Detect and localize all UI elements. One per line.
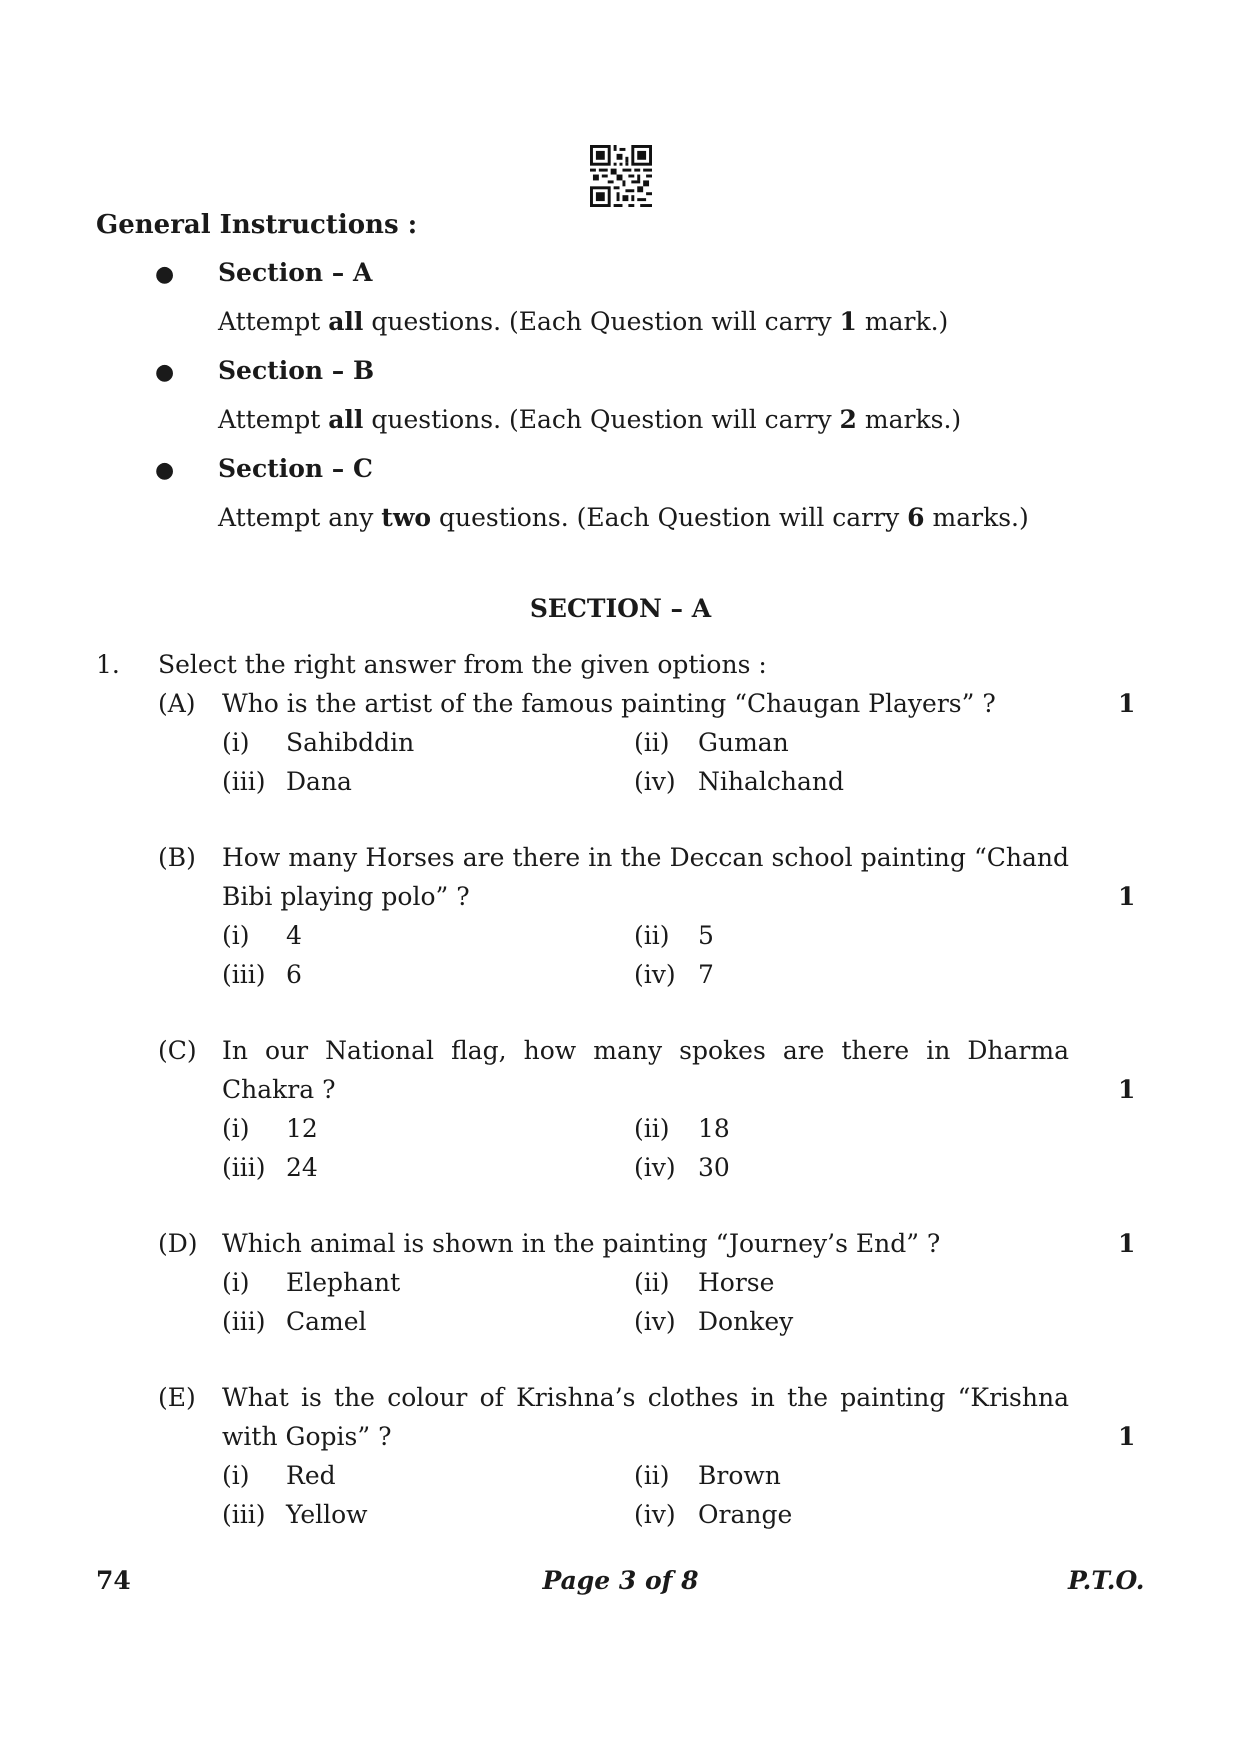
marks: 1	[1118, 689, 1136, 718]
option-number: (iii)	[222, 1500, 266, 1529]
option-text: 4	[286, 921, 302, 950]
option-number: (i)	[222, 1461, 250, 1490]
option-number: (i)	[222, 921, 250, 950]
marks: 1	[1118, 1075, 1136, 1104]
option-text: 30	[698, 1153, 730, 1182]
option-text: 5	[698, 921, 714, 950]
bullet-icon: ●	[155, 262, 175, 287]
page-number: Page 3 of 8	[542, 1566, 699, 1595]
option-text: 6	[286, 960, 302, 989]
marks: 1	[1118, 882, 1136, 911]
option-text: Sahibddin	[286, 728, 415, 757]
part-question-continued: Bibi playing polo” ?	[222, 882, 470, 911]
option-number: (ii)	[634, 1114, 670, 1143]
question-text: Select the right answer from the given options :	[158, 650, 767, 679]
option-number: (i)	[222, 1268, 250, 1297]
option-text: Dana	[286, 767, 352, 796]
option-text: 18	[698, 1114, 730, 1143]
option-text: 12	[286, 1114, 318, 1143]
option-number: (iv)	[634, 1307, 676, 1336]
instruction-section-label: Section – B	[218, 356, 375, 385]
option-number: (ii)	[634, 1461, 670, 1490]
option-text: 24	[286, 1153, 318, 1182]
option-text: Yellow	[286, 1500, 368, 1529]
option-number: (iv)	[634, 1500, 676, 1529]
option-text: Donkey	[698, 1307, 794, 1336]
qr-code-icon	[590, 145, 652, 207]
option-number: (iii)	[222, 960, 266, 989]
instruction-text: Attempt all questions. (Each Question will carry 1 mark.)	[218, 307, 949, 336]
option-number: (iv)	[634, 1153, 676, 1182]
option-number: (i)	[222, 1114, 250, 1143]
section-heading: SECTION – A	[529, 594, 712, 623]
option-text: Camel	[286, 1307, 367, 1336]
option-text: Nihalchand	[698, 767, 844, 796]
option-number: (ii)	[634, 921, 670, 950]
option-number: (iii)	[222, 1307, 266, 1336]
part-question: In our National flag, how many spokes are there in Dharma	[222, 1036, 1069, 1065]
part-label: (C)	[158, 1036, 197, 1065]
pto-label: P.T.O.	[1068, 1566, 1145, 1595]
part-question-continued: with Gopis” ?	[222, 1422, 392, 1451]
part-question: How many Horses are there in the Deccan school painting “Chand	[222, 843, 1069, 872]
option-number: (ii)	[634, 728, 670, 757]
general-instructions-title: General Instructions :	[96, 210, 418, 240]
part-question: Which animal is shown in the painting “Journey’s End” ?	[222, 1229, 941, 1258]
part-label: (A)	[158, 689, 196, 718]
instruction-text: Attempt any two questions. (Each Question will carry 6 marks.)	[218, 503, 1029, 532]
part-question: Who is the artist of the famous painting “Chaugan Players” ?	[222, 689, 996, 718]
option-text: Elephant	[286, 1268, 401, 1297]
option-text: Horse	[698, 1268, 775, 1297]
option-number: (iv)	[634, 767, 676, 796]
part-question-continued: Chakra ?	[222, 1075, 336, 1104]
instruction-section-label: Section – C	[218, 454, 373, 483]
part-label: (D)	[158, 1229, 198, 1258]
part-label: (E)	[158, 1383, 196, 1412]
question-number: 1.	[96, 650, 120, 679]
bullet-icon: ●	[155, 458, 175, 483]
part-label: (B)	[158, 843, 196, 872]
marks: 1	[1118, 1422, 1136, 1451]
marks: 1	[1118, 1229, 1136, 1258]
option-number: (i)	[222, 728, 250, 757]
part-question: What is the colour of Krishna’s clothes in the painting “Krishna	[222, 1383, 1069, 1412]
instruction-text: Attempt all questions. (Each Question will carry 2 marks.)	[218, 405, 962, 434]
instruction-section-label: Section – A	[218, 258, 373, 287]
option-text: Brown	[698, 1461, 781, 1490]
option-number: (ii)	[634, 1268, 670, 1297]
option-number: (iii)	[222, 767, 266, 796]
option-number: (iv)	[634, 960, 676, 989]
option-text: Guman	[698, 728, 789, 757]
option-number: (iii)	[222, 1153, 266, 1182]
option-text: 7	[698, 960, 714, 989]
option-text: Orange	[698, 1500, 793, 1529]
option-text: Red	[286, 1461, 336, 1490]
paper-code: 74	[96, 1566, 131, 1595]
bullet-icon: ●	[155, 360, 175, 385]
